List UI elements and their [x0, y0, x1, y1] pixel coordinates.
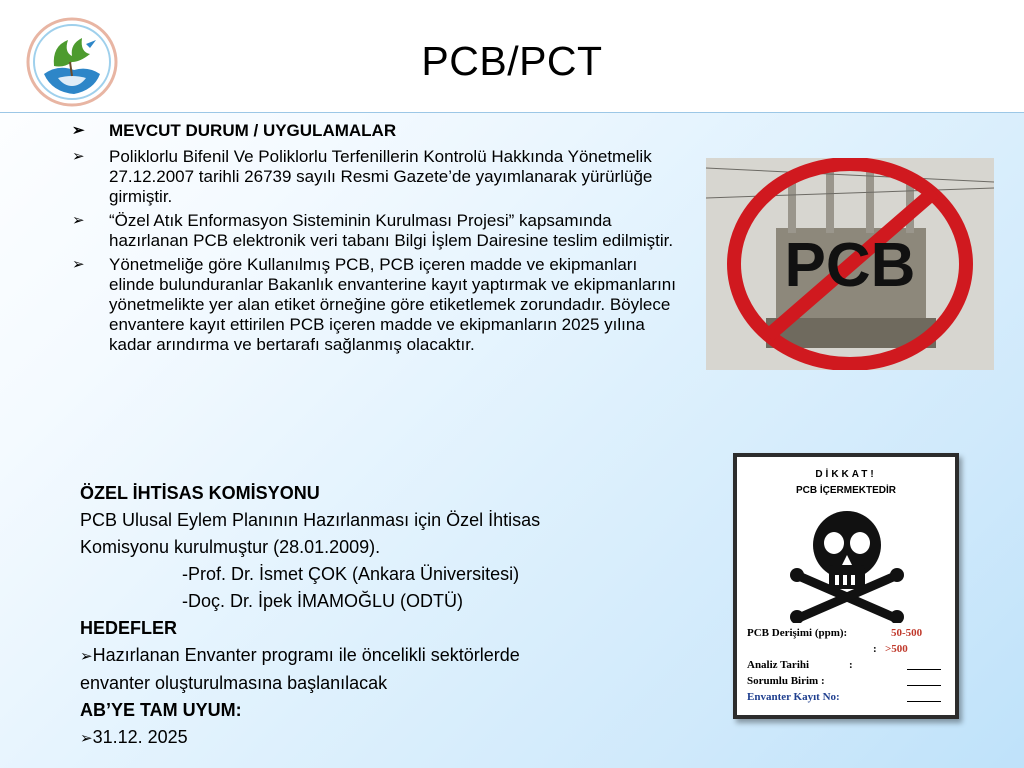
goal-text-line2: envanter oluşturulmasına başlanılacak: [80, 673, 388, 693]
warning-title: DİKKAT!: [815, 469, 877, 480]
concentration-range: 50-500: [891, 627, 923, 639]
arrow-bullet-icon: ➢: [72, 148, 85, 165]
concentration-label: PCB Derişimi (ppm):: [747, 627, 848, 639]
eu-heading: AB’YE TAM UYUM:: [80, 700, 242, 720]
goal-text-line1: Hazırlanan Envanter programı ile öncelikli sektörlerde: [92, 645, 520, 665]
list-item-text: Poliklorlu Bifenil Ve Poliklorlu Terfenillerin Kontrolü Hakkında Yönetmelik 27.12.2007 tarihli 26739 sayılı Resmi Gazete’de yayımlanarak yürürlüğe girmiştir.: [109, 147, 653, 206]
list-item-text: Yönetmeliğe göre Kullanılmış PCB, PCB içeren madde ve ekipmanları elinde bulunduranlar Bakanlık envanterine kayıt yaptırmak ve ekipmanlarını yönetmelikte yer alan etiket örneğine göre etiketlemek zorundadır. Böylece envantere kayıt ettirilen PCB içeren madde ve ekipmanların 2025 yılına kadar arındırma ve bertarafı sağlanmış olacaktır.: [109, 255, 676, 354]
commission-heading: ÖZEL İHTİSAS KOMİSYONU: [80, 483, 320, 503]
commission-text-line2: Komisyonu kurulmuştur (28.01.2009).: [80, 537, 381, 557]
commission-member: -Prof. Dr. İsmet ÇOK (Ankara Üniversitesi): [182, 564, 520, 584]
slide-header: [0, 0, 1024, 113]
blank-line: [907, 685, 941, 686]
responsible-unit-label: Sorumlu Birim :: [747, 675, 825, 687]
goals-heading: HEDEFLER: [80, 618, 178, 638]
eu-date: 31.12. 2025: [92, 727, 188, 747]
commission-member: -Doç. Dr. İpek İMAMOĞLU (ODTÜ): [182, 591, 464, 611]
eu-item: [80, 724, 700, 752]
analysis-date-label: Analiz Tarihi: [747, 659, 810, 671]
status-bullet-list: [72, 121, 682, 359]
goal-item: [80, 642, 700, 670]
blank-line: [907, 701, 941, 702]
skull-crossbones-icon: [787, 505, 907, 623]
list-item-text: “Özel Atık Enformasyon Sisteminin Kurulması Projesi” kapsamında hazırlanan PCB elektronik veri tabanı Bilgi İşlem Dairesine teslim edilmiştir.: [109, 211, 674, 250]
commission-text-line1: PCB Ulusal Eylem Planının Hazırlanması için Özel İhtisas: [80, 510, 541, 530]
pcb-photo-label: PCB: [784, 231, 916, 300]
arrow-bullet-icon: ➢: [72, 256, 85, 273]
list-item: [72, 147, 682, 207]
blank-line: [907, 669, 941, 670]
colon-separator: :: [873, 643, 877, 655]
arrow-bullet-icon: ➢: [72, 212, 85, 229]
pcb-prohibited-photo: [706, 158, 994, 370]
arrow-bullet-icon: ➢: [80, 730, 93, 747]
commission-section: [80, 480, 700, 752]
list-item: [72, 255, 682, 355]
list-item-text: MEVCUT DURUM / UYGULAMALAR: [109, 121, 397, 140]
concentration-high: >500: [885, 643, 908, 655]
page-title: PCB/PCT: [421, 38, 603, 84]
warning-subtitle: PCB İÇERMEKTEDİR: [795, 485, 896, 496]
arrow-bullet-icon: ➢: [80, 648, 93, 665]
transformer-illustration: [706, 158, 994, 370]
list-item: [72, 211, 682, 251]
colon-separator: :: [849, 659, 853, 671]
arrow-bullet-icon: ➢: [72, 122, 85, 139]
pcb-warning-label: [733, 453, 959, 719]
inventory-no-label: Envanter Kayıt No:: [747, 691, 840, 703]
list-item: [72, 121, 682, 141]
